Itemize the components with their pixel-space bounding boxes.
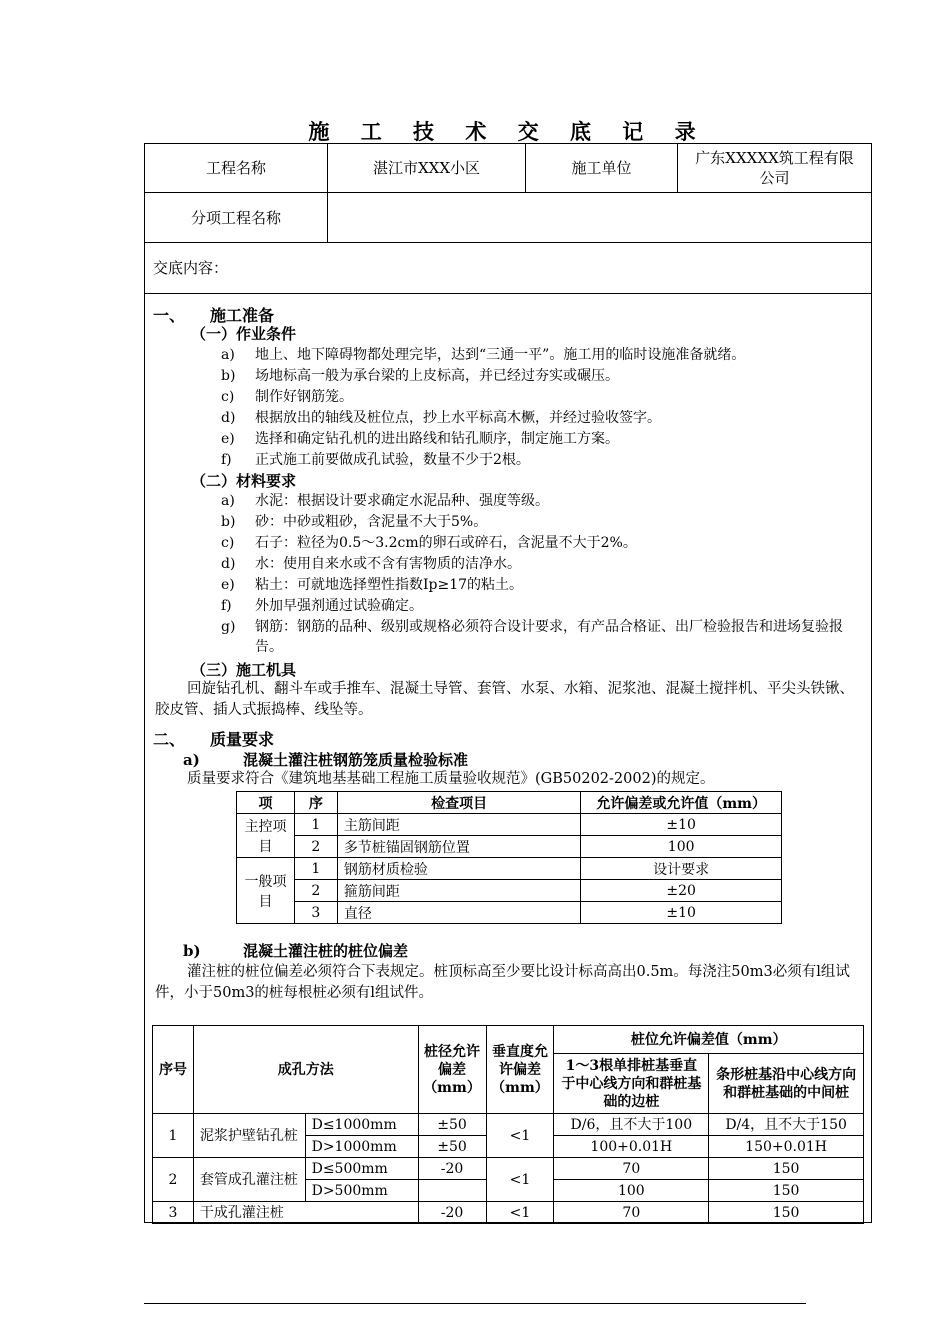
list-item: f) 正式施工前要做成孔试验，数量不少于2根。 [221, 452, 530, 468]
list-item: e) 粘土：可就地选择塑性指数Ip≥17的粘土。 [221, 577, 524, 593]
sub2-title: （二）材料要求 [191, 472, 297, 490]
section2b-paragraph: 灌注桩的桩位偏差必须符合下表规定。桩顶标高至少要比设计标高高出0.5m。每浇注50m3必须有l组试件，小于50m3的桩每根桩必须有l组试件。 [155, 964, 850, 1001]
table-header: 垂直度允许偏差（mm） [486, 1026, 554, 1114]
table-header: 序号 [153, 1026, 194, 1114]
project-name-label: 工程名称 [205, 159, 266, 177]
table-header: 桩位允许偏差值（mm） [554, 1026, 864, 1054]
table-row: 2 套管成孔灌注桩 D≤500mm -20 <1 70 150 [153, 1158, 864, 1180]
list-item: b) 场地标高一般为承台梁的上皮标高，并已经过夯实或碾压。 [221, 368, 619, 384]
content-label: 交底内容： [153, 259, 229, 277]
header-row-project [145, 144, 871, 193]
table-row: 3 干成孔灌注桩 -20 <1 70 150 [153, 1202, 864, 1224]
section2-num: 二、 [153, 730, 186, 749]
list-item: e) 选择和确定钻孔机的进出路线和钻孔顺序，制定施工方案。 [221, 431, 619, 447]
table-row: 2 多节桩锚固钢筋位置 100 [237, 836, 782, 858]
group-main: 主控项目 [237, 814, 295, 858]
table-row: 1 泥浆护壁钻孔桩 D≤1000mm ±50 <1 D/6，且不大于100 D/4，且不大于150 [153, 1114, 864, 1136]
section2a-heading: a) 混凝土灌注桩钢筋笼质量检验标准 [183, 751, 469, 769]
section2a-paragraph: 质量要求符合《建筑地基基础工程施工质量验收规范》(GB50202-2002)的规定。 [187, 771, 715, 787]
table-header: 成孔方法 [193, 1026, 418, 1114]
table-header: 序 [294, 792, 337, 814]
table-header: 条形桩基沿中心线方向和群桩基础的中间桩 [709, 1054, 864, 1114]
section2-title: 质量要求 [210, 730, 275, 749]
list-item: b) 砂：中砂或粗砂，含泥量不大于5%。 [221, 514, 488, 530]
list-item: c) 石子：粒径为0.5～3.2cm的卵石或碎石，含泥量不大于2%。 [221, 535, 637, 551]
project-name-value: 湛江市XXX小区 [327, 144, 525, 192]
table-row: D>500mm 100 150 [153, 1180, 864, 1202]
list-item: a) 地上、地下障碍物都处理完毕，达到“三通一平”。施工用的临时设施准备就绪。 [221, 347, 746, 363]
tools-paragraph: 回旋钻孔机、翻斗车或手推车、混凝土导管、套管、水泵、水箱、泥浆池、混凝土搅拌机、平尖头铁锹、胶皮管、插人式振捣棒、线坠等。 [155, 681, 854, 718]
section1-num: 一、 [153, 306, 186, 325]
section2-heading [153, 727, 274, 750]
table-header: 1～3根单排桩基垂直于中心线方向和群桩基础的边桩 [554, 1054, 709, 1114]
contractor-label: 施工单位 [525, 144, 677, 192]
footer-line [144, 1303, 806, 1304]
table-header: 项 [237, 792, 295, 814]
cage-quality-table [236, 791, 782, 924]
list-item: c) 制作好钢筋笼。 [221, 389, 353, 405]
table-row: 主控项目 1 主筋间距 ±10 [237, 814, 782, 836]
sub1-title: （一）作业条件 [191, 325, 297, 343]
sub3-title: （三）施工机具 [191, 661, 297, 679]
header-row-content [145, 243, 871, 294]
table-header: 桩径允许偏差（mm） [418, 1026, 486, 1114]
list-item: d) 水：使用自来水或不含有害物质的洁净水。 [221, 556, 521, 572]
header-row-subproject [145, 193, 871, 243]
list-item: a) 水泥：根据设计要求确定水泥品种、强度等级。 [221, 493, 549, 509]
table-row: 2 箍筋间距 ±20 [237, 880, 782, 902]
contractor-value: 广东XXXXX筑工程有限公司 [677, 144, 871, 192]
table-header: 检查项目 [337, 792, 580, 814]
table-row: D>1000mm ±50 100+0.01H 150+0.01H [153, 1136, 864, 1158]
table-row: 一般项目 1 钢筋材质检验 设计要求 [237, 858, 782, 880]
page-title: 施 工 技 术 交 底 记 录 [308, 119, 708, 144]
sub-project-value [327, 193, 871, 242]
list-item: g) 钢筋：钢筋的品种、级别或规格必须符合设计要求，有产品合格证、出厂检验报告和进场复验报告。 [221, 619, 843, 655]
table-header: 允许偏差或允许值（mm） [581, 792, 782, 814]
pile-deviation-table [152, 1025, 864, 1224]
section2b-heading: b) 混凝土灌注桩的桩位偏差 [183, 942, 409, 960]
section1-title: 施工准备 [210, 306, 275, 325]
list-item: d) 根据放出的轴线及桩位点，抄上水平标高木橛，并经过验收签字。 [221, 410, 661, 426]
list-item: f) 外加早强剂通过试验确定。 [221, 598, 423, 614]
table-row: 3 直径 ±10 [237, 902, 782, 924]
sub-project-label: 分项工程名称 [190, 208, 281, 227]
group-general: 一般项目 [237, 858, 295, 924]
